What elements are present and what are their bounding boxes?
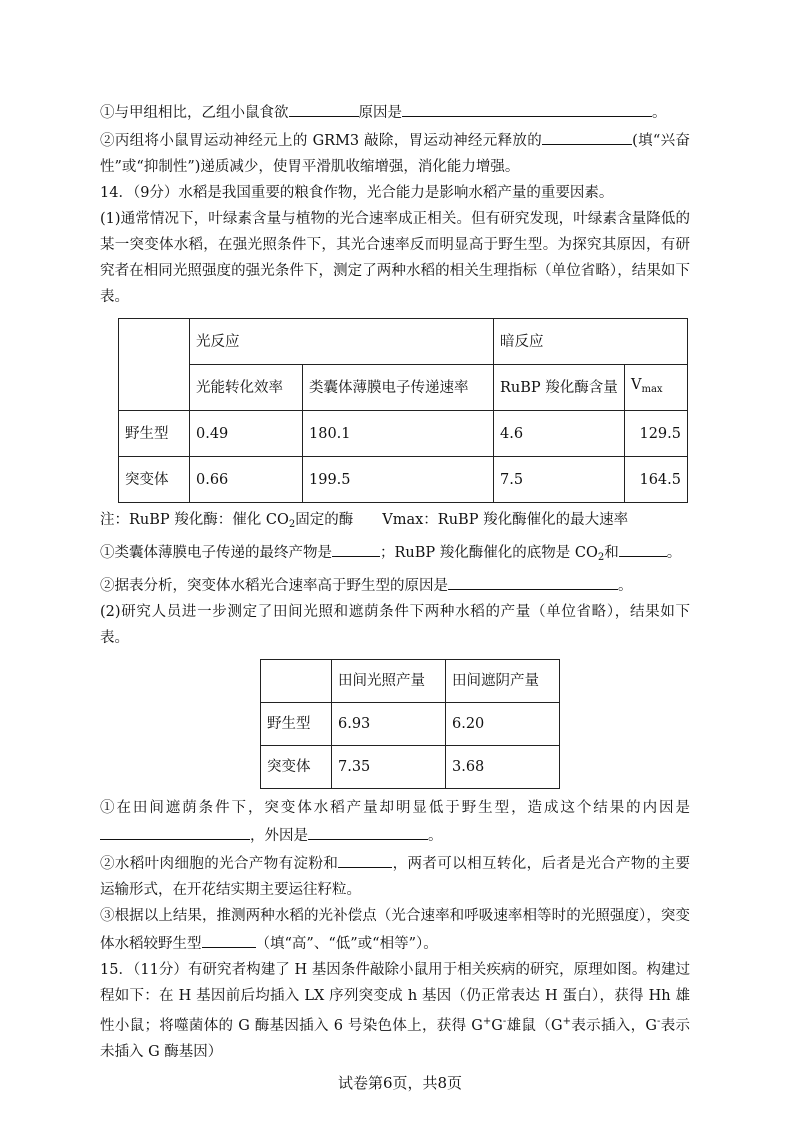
table-corner	[261, 660, 332, 703]
header-light-reaction: 光反应	[190, 319, 494, 365]
answer-blank[interactable]	[448, 571, 618, 590]
q15-text: 15．（11分）有研究者构建了 H 基因条件敲除小鼠用于相关疾病的研究，原理如图。构建过程如下：在 H 基因前后均插入 LX 序列突变成 h 基因（仍正常表达 H 蛋白），获得 Hh 雄性小鼠；将噬菌体的 G 酶基因插入 6 号染色体上，获得 G+G-雄鼠（G+表示插入，G-表示未插入 G 酶基因）	[100, 962, 691, 1060]
table-row: 野生型 0.49 180.1 4.6 129.5	[119, 411, 688, 457]
physiology-table	[118, 318, 688, 503]
header-dark-reaction: 暗反应	[494, 319, 688, 365]
answer-blank[interactable]	[402, 98, 652, 117]
answer-blank[interactable]	[542, 126, 632, 145]
table-corner	[119, 319, 190, 411]
q14-header: 14．（9分）水稻是我国重要的粮食作物，光合能力是影响水稻产量的重要因素。	[100, 185, 614, 201]
table-row: 野生型 6.93 6.20	[261, 703, 560, 746]
answer-blank[interactable]	[202, 929, 256, 948]
table-row: 突变体 7.35 3.68	[261, 746, 560, 789]
q13-item-1: ①与甲组相比，乙组小鼠食欲 原因是 。	[100, 98, 690, 126]
answer-blank[interactable]	[332, 538, 380, 557]
answer-blank[interactable]	[289, 98, 359, 117]
q13-item-2: ②丙组将小鼠胃运动神经元上的 GRM3 敲除，胃运动神经元释放的 (填“兴奋性”或“抑制性”)递质减少，使胃平滑肌收缩增强，消化能力增强。	[100, 126, 690, 180]
answer-blank[interactable]	[308, 821, 428, 840]
answer-blank[interactable]	[338, 849, 392, 868]
q14-part1-intro: (1)通常情况下，叶绿素含量与植物的光合速率成正相关。但有研究发现，叶绿素含量降低的某一突变体水稻，在强光照条件下，其光合速率反而明显高于野生型。为探究其原因，有研究者在相同光照强度的强光条件下，测定了两种水稻的相关生理指标（单位省略），结果如下表。	[100, 211, 690, 305]
q14-subquestion-2: ②水稻叶肉细胞的光合产物有淀粉和 ，两者可以相互转化，后者是光合产物的主要运输形式，在开花结实期主要运往籽粒。	[100, 849, 690, 903]
answer-blank[interactable]	[100, 821, 250, 840]
q14-question-1: ①类囊体薄膜电子传递的最终产物是 ；RuBP 羧化酶催化的底物是 $CO_2$和 。	[100, 538, 690, 571]
q14-subquestion-1: ①在田间遮荫条件下，突变体水稻产量却明显低于野生型，造成这个结果的内因是，外因是 。	[100, 800, 690, 844]
q14-subquestion-3: ③根据以上结果，推测两种水稻的光补偿点（光合速率和呼吸速率相等时的光照强度），突变体水稻较野生型 （填“高”、“低”或“相等”）。	[100, 908, 690, 952]
yield-table	[260, 659, 560, 789]
table-row: 突变体 0.66 199.5 7.5 164.5	[119, 457, 688, 503]
q14-part2-intro: (2)研究人员进一步测定了田间光照和遮荫条件下两种水稻的产量（单位省略），结果如下表。	[100, 604, 690, 646]
header-shade-yield: 田间遮阴产量	[446, 660, 560, 703]
header-conversion-efficiency: 光能转化效率	[190, 365, 303, 411]
header-light-yield: 田间光照产量	[332, 660, 446, 703]
page-footer: 试卷第6页，共8页	[337, 1074, 463, 1092]
header-electron-transfer: 类囊体薄膜电子传递速率	[303, 365, 494, 411]
header-rubp-content: RuBP 羧化酶含量	[494, 365, 625, 411]
table-note: 注：RuBP 羧化酶：催化 $CO_2$固定的酶 Vmax：RuBP 羧化酶催化的最大速率	[100, 512, 629, 530]
exam-page	[100, 98, 690, 1065]
header-vmax: $V_{max}$	[625, 365, 688, 411]
q14-question-2: ②据表分析，突变体水稻光合速率高于野生型的原因是 。	[100, 571, 690, 599]
answer-blank[interactable]	[619, 538, 667, 557]
